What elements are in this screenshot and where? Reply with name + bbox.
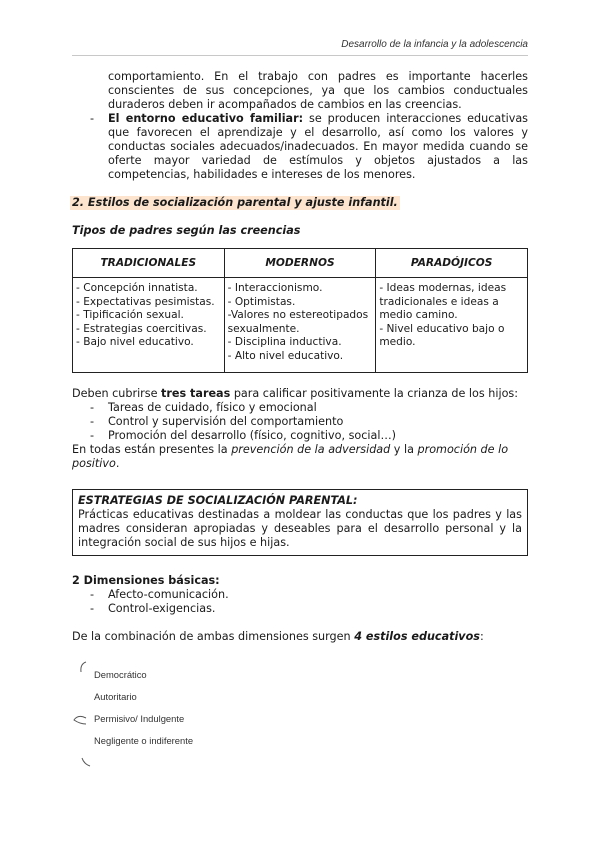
summary-text: . [115, 457, 120, 470]
task-text: Tareas de cuidado, físico y emocional [108, 401, 317, 414]
header-traditional: TRADICIONALES [73, 249, 225, 278]
strategies-box [72, 489, 528, 556]
tasks-lead [72, 387, 528, 401]
document-body [72, 70, 528, 768]
brace-icon [72, 658, 96, 768]
strategies-title: ESTRATEGIAS DE SOCIALIZACIÓN PARENTAL: [78, 494, 358, 507]
bullet-dash: - [90, 401, 95, 414]
cell-line: - Disciplina inductiva. [227, 336, 342, 349]
summary-emphasis-2: promoción de lo positivo [72, 443, 509, 470]
styles-lead-text: De la combinación de ambas dimensiones surgen [72, 630, 355, 643]
tasks-lead-text: Deben cubrirse [72, 387, 162, 400]
section-subtitle: Tipos de padres según las creencias [72, 224, 301, 237]
cell-paradoxical [376, 278, 528, 373]
cell-line: - Estrategias coercitivas. [76, 322, 207, 335]
cell-line: -Valores no estereotipados sexualmente. [227, 309, 369, 335]
cell-line: - Bajo nivel educativo. [76, 336, 194, 349]
list-item: Autoritario [94, 691, 137, 702]
list-item [72, 588, 528, 602]
task-text: Control y supervisión del comportamiento [108, 415, 344, 428]
styles-lead-end: : [479, 630, 484, 643]
cell-traditional [73, 278, 225, 373]
list-item: Negligente o indiferente [94, 735, 194, 746]
summary-text: En todas están presentes la [72, 443, 232, 456]
task-text: Promoción del desarrollo (físico, cognitivo, social…) [108, 429, 397, 442]
list-item: Permisivo/ Indulgente [94, 713, 185, 724]
list-item [72, 602, 528, 616]
cell-line: - Nivel educativo bajo o medio. [379, 322, 505, 349]
summary-text: y la [390, 443, 418, 456]
cell-modern [224, 278, 376, 373]
section-title: 2. Estilos de socialización parental y ajuste infantil. [72, 196, 398, 209]
intro-continuation: comportamiento. En el trabajo con padres es importante hacerles conscientes de sus concepciones, ya que los cambios conductuales duraderos deben ir acompañados de cambios en las creencias. [108, 70, 528, 111]
list-item [72, 429, 528, 443]
bullet-dash: - [90, 415, 95, 428]
bullet-dash: - [90, 429, 95, 442]
tasks-lead-end: para calificar positivamente la crianza de los hijos: [230, 387, 519, 400]
header-modern: MODERNOS [224, 249, 376, 278]
bullet-dash: - [90, 112, 95, 125]
dimension-text: Control-exigencias. [108, 602, 216, 615]
bullet-family-environment [72, 112, 528, 182]
list-item [72, 415, 528, 429]
bullet-dash: - [90, 588, 95, 601]
bullet-bold-term: El entorno educativo familiar: [108, 112, 304, 125]
cell-line: - Tipificación sexual. [76, 309, 184, 322]
list-item [72, 401, 528, 415]
cell-line: - Expectativas pesimistas. [76, 295, 215, 308]
strategies-text: Prácticas educativas destinadas a moldear las conductas que los padres y las madres consideran apropiadas y deseables para el desarrollo personal y la integración social de sus hijos e hijas. [78, 508, 522, 549]
cell-line: - Ideas modernas, ideas tradicionales e ideas a medio camino. [379, 282, 507, 322]
page-header: Desarrollo de la infancia y la adolescencia [341, 39, 528, 50]
styles-lead [72, 630, 528, 644]
cell-line: - Interaccionismo. [227, 282, 323, 294]
dimension-text: Afecto-comunicación. [108, 588, 229, 601]
list-item: Democrático [94, 669, 147, 680]
tasks-summary [72, 443, 528, 471]
summary-emphasis-1: prevención de la adversidad [231, 443, 391, 456]
tasks-lead-bold: tres tareas [161, 387, 231, 400]
parent-types-table [72, 248, 528, 373]
bullet-dash: - [90, 602, 95, 615]
bullet-body: se producen interacciones educativas que favorecen el aprendizaje y el desarrollo, así como los valores y conductas sociales adecuados/inadecuados. En mayor medida cuando se oferte mayor variedad de estímulos y objetos ajustados a las competencias, habilidades e intereses de los menores. [108, 112, 529, 181]
cell-line: - Concepción innatista. [76, 282, 198, 294]
styles-list [72, 658, 528, 768]
dimensions-title: 2 Dimensiones básicas: [72, 574, 220, 587]
styles-lead-bold: 4 estilos educativos [354, 630, 480, 643]
cell-line: - Optimistas. [227, 295, 296, 308]
header-divider [72, 55, 528, 56]
cell-line: - Alto nivel educativo. [227, 349, 344, 362]
header-paradoxical: PARADÓJICOS [376, 249, 528, 278]
